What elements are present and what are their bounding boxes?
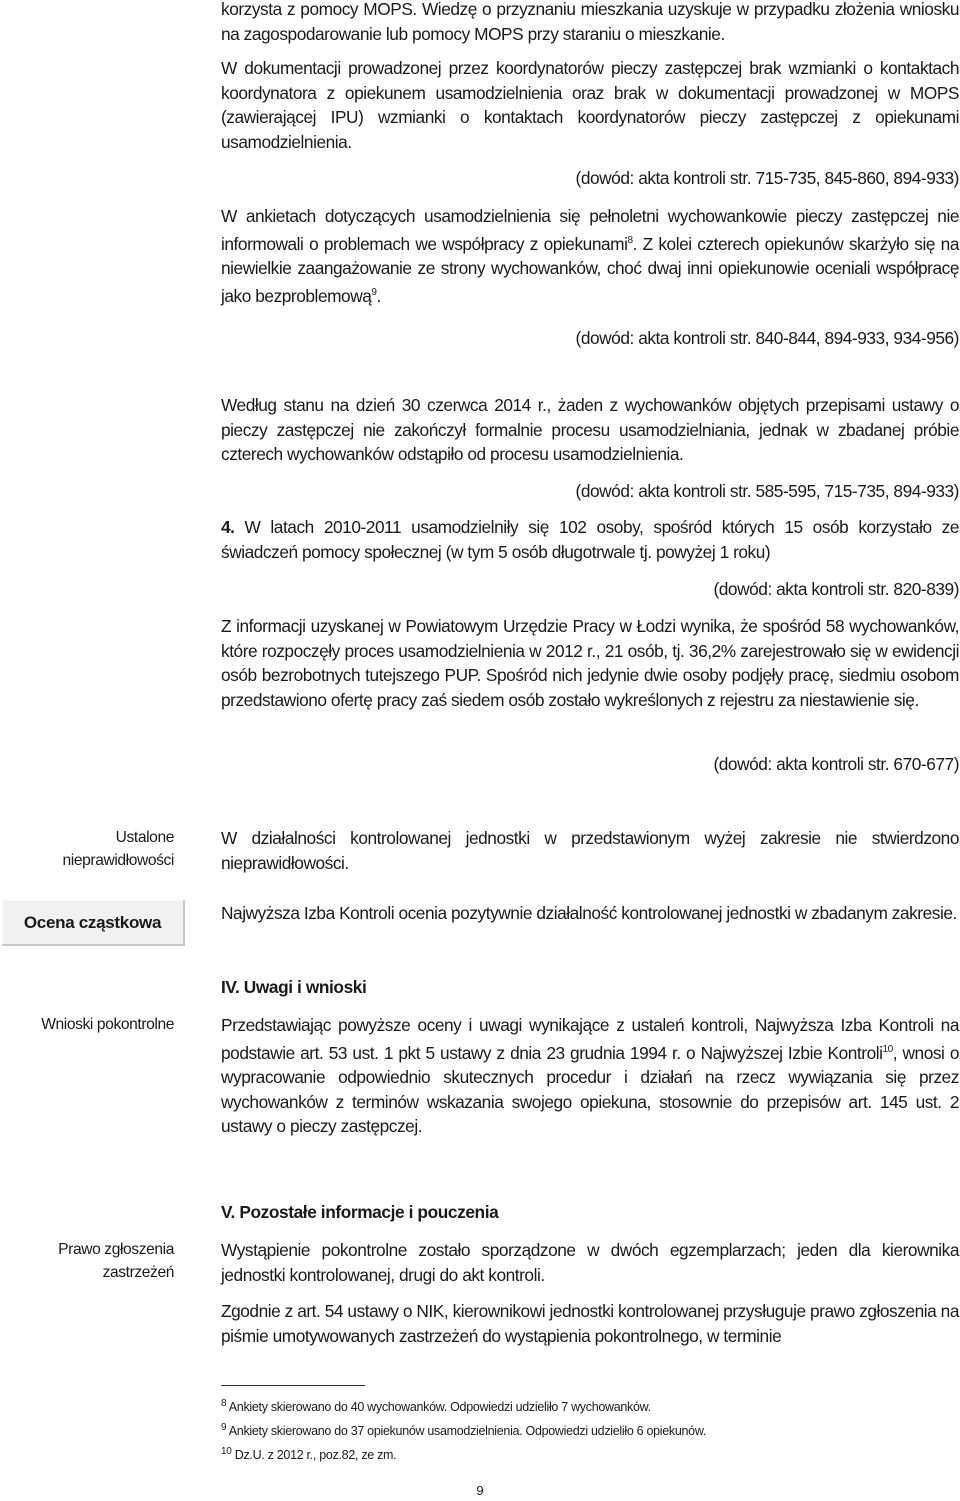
paragraph-pup: Z informacji uzyskanej w Powiatowym Urzędzie Pracy w Łodzi wynika, że spośród 58 wychowanków, które rozpoczęły proces usamodzielnienia w 2012 r., 21 osób, tj. 36,2% zarejestrowało się w ewidencji osób bezrobotnych tutejszego PUP. Spośród nich jedynie dwie osoby podjęły pracę, siedmiu osobom przedstawiono ofertę pracy zaś siedem osób zostało wykreślonych z rejestru za niestawienie się. [221, 616, 959, 710]
paragraph-top: korzysta z pomocy MOPS. Wiedzę o przyznaniu mieszkania uzyskuje w przypadku złożenia wniosku na zagospodarowanie lub pomocy MOPS przy staraniu o mieszkanie. [221, 0, 959, 44]
page-number: 9 [476, 1483, 484, 1498]
paragraph-status: Według stanu na dzień 30 czerwca 2014 r., żaden z wychowanków objętych przepisami ustawy o pieczy zastępczej nie zakończył formalnie procesu usamodzielniania, jednak w zbadanej próbie czterech wychowanków odstąpiło od procesu usamodzielnienia. [221, 395, 959, 465]
section-iv-heading: IV. Uwagi i wnioski [221, 977, 367, 997]
footnote-8: $^8$ Ankiety skierowano do 40 wychowanków. Odpowiedzi udzieliło 7 wychowanków. [221, 1398, 651, 1415]
citation-2: (dowód: akta kontroli str. 840-844, 894-933, 934-956) [575, 328, 959, 348]
sidebar-label-ustalone: Ustalone nieprawidłowości [62, 829, 174, 869]
paragraph-ocena: Najwyższa Izba Kontroli ocenia pozytywnie działalność kontrolowanej jednostki w zbadanym zakresie. [221, 903, 957, 923]
paragraph-zgodnie: Zgodnie z art. 54 ustawy o NIK, kierownikowi jednostki kontrolowanej przysługuje prawo zgłoszenia na piśmie umotywowanych zastrzeżeń do wystąpienia pokontrolnego, w terminie [221, 1301, 959, 1346]
footnote-separator [221, 1385, 365, 1386]
ocena-czastkowa-box: Ocena cząstkowa [2, 900, 185, 946]
paragraph-surveys: W ankietach dotyczących usamodzielnienia się pełnoletni wychowankowie pieczy zastępczej nie informowali o problemach we współpracy z opiekunami$^8$. Z kolei czterech opiekunów skarżyło się na niewielkie zaangażowanie ze strony wychowanków, choć dwaj inni opiekunowie oceniali współpracę jako bezproblemową$^9$. [221, 206, 959, 306]
section-v-heading: V. Pozostałe informacje i pouczenia [221, 1202, 499, 1222]
citation-3: (dowód: akta kontroli str. 585-595, 715-735, 894-933) [575, 481, 959, 501]
sidebar-label-prawo: Prawo zgłoszenia zastrzeżeń [58, 1241, 174, 1281]
footnote-ref-10: 10 [882, 1043, 893, 1055]
sidebar-label-wnioski: Wnioski pokontrolne [41, 1016, 174, 1033]
footnote-10: $^{10}$ Dz.U. z 2012 r., poz.82, ze zm. [221, 1446, 397, 1463]
citation-1: (dowód: akta kontroli str. 715-735, 845-860, 894-933) [575, 168, 959, 188]
footnote-ref-8: 8 [627, 234, 633, 246]
paragraph-uwagi-wnioski: Przedstawiając powyższe oceny i uwagi wynikające z ustaleń kontroli, Najwyższa Izba Kontroli na podstawie art. 53 ust. 1 pkt 5 ustawy z dnia 23 grudnia 1994 r. o Najwyższej Izbie Kontroli$^{10}$, wnosi o wypracowanie odpowiednio skutecznych procedur i działań na rzecz wywiązania się przez wychowanków z terminów wskazania swojego opiekuna, stosownie do przepisów art. 145 ust. 2 ustawy o pieczy zastępczej. [221, 1015, 959, 1137]
paragraph-point-4: 4. W latach 2010-2011 usamodzielniły się 102 osoby, spośród których 15 osób korzystało ze świadczeń pomocy społecznej (w tym 5 osób długotrwale tj. powyżej 1 roku) [221, 517, 959, 562]
paragraph-wystapienie: Wystąpienie pokontrolne zostało sporządzone w dwóch egzemplarzach; jeden dla kierownika jednostki kontrolowanej, drugi do akt kontroli. [221, 1240, 959, 1285]
paragraph-documentation: W dokumentacji prowadzonej przez koordynatorów pieczy zastępczej brak wzmianki o kontaktach koordynatora z opiekunem usamodzielnienia oraz brak w dokumentacji prowadzonej w MOPS (zawierającej IPU) wzmianki o kontaktach koordynatorów pieczy zastępczej z opiekunami usamodzielnienia. [221, 58, 959, 152]
footnote-9: $^9$ Ankiety skierowano do 37 opiekunów usamodzielnienia. Odpowiedzi udzieliło 6 opiekunów. [221, 1422, 707, 1439]
citation-4: (dowód: akta kontroli str. 820-839) [713, 579, 959, 599]
footnote-ref-9: 9 [371, 286, 377, 298]
paragraph-nieprawidlowosci: W działalności kontrolowanej jednostki w przedstawionym wyżej zakresie nie stwierdzono nieprawidłowości. [221, 828, 959, 873]
citation-5: (dowód: akta kontroli str. 670-677) [713, 754, 959, 774]
